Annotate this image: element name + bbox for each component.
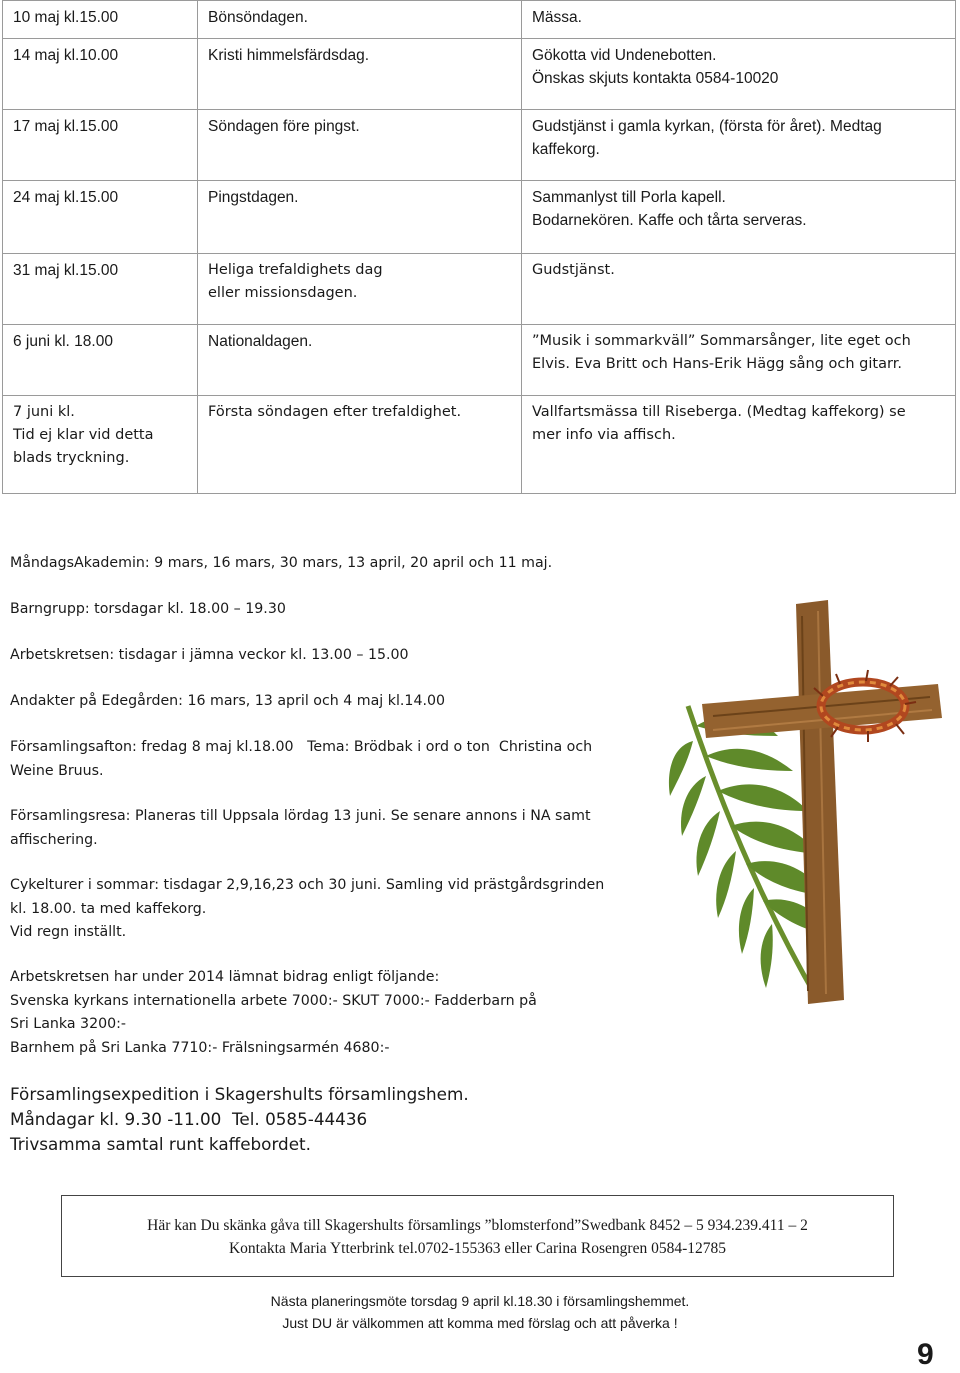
schedule-row — [3, 1, 956, 39]
notes-cykelturer: Cykelturer i sommar: tisdagar 2,9,16,23 och 30 juni. Samling vid prästgårdsgrinden kl. 18.00. ta med kaffekorg. Vid regn inställt. — [10, 877, 605, 940]
schedule-event: ”Musik i sommarkväll” Sommarsånger, lite eget och Elvis. Eva Britt och Hans-Erik Hägg sång och gitarr. — [522, 325, 956, 396]
schedule-row — [3, 110, 956, 181]
schedule-row — [3, 181, 956, 254]
schedule-date: 17 maj kl.15.00 — [3, 110, 198, 181]
schedule-row — [3, 254, 956, 325]
schedule-day: Första söndagen efter trefaldighet. — [198, 396, 522, 494]
schedule-row — [3, 325, 956, 396]
schedule-date: 31 maj kl.15.00 — [3, 254, 198, 325]
schedule-event: Vallfartsmässa till Riseberga. (Medtag kaffekorg) se mer info via affisch. — [522, 396, 956, 494]
notes-forsamlingsafton: Församlingsafton: fredag 8 maj kl.18.00 Tema: Brödbak i ord o ton Christina och Weine Bruus. — [10, 739, 593, 779]
schedule-event: Gökotta vid Undenebotten. Önskas skjuts kontakta 0584-10020 — [522, 39, 956, 110]
page-number: 9 — [917, 1338, 934, 1371]
schedule-event: Mässa. — [522, 1, 956, 39]
notes-arbetskretsen: Arbetskretsen: tisdagar i jämna veckor kl. 13.00 – 15.00 — [10, 647, 409, 663]
cross-with-palm-icon — [668, 596, 950, 1008]
schedule-date: 7 juni kl. Tid ej klar vid detta blads tryckning. — [3, 396, 198, 494]
schedule-event: Gudstjänst i gamla kyrkan, (första för året). Medtag kaffekorg. — [522, 110, 956, 181]
schedule-table — [2, 0, 956, 494]
schedule-row — [3, 396, 956, 494]
schedule-row — [3, 39, 956, 110]
schedule-day: Nationaldagen. — [198, 325, 522, 396]
schedule-day: Pingstdagen. — [198, 181, 522, 254]
schedule-day: Söndagen före pingst. — [198, 110, 522, 181]
footer-meeting-note: Nästa planeringsmöte torsdag 9 april kl.18.30 i församlingshemmet. Just DU är välkommen att komma med förslag och att påverka ! — [270, 1293, 690, 1331]
schedule-day: Heliga trefaldighets dag eller missionsdagen. — [198, 254, 522, 325]
notes-forsamlingsresa: Församlingsresa: Planeras till Uppsala lördag 13 juni. Se senare annons i NA samt affischering. — [10, 808, 591, 848]
notes-barngrupp: Barngrupp: torsdagar kl. 18.00 – 19.30 — [10, 601, 286, 617]
notes-andakter: Andakter på Edegården: 16 mars, 13 april och 4 maj kl.14.00 — [10, 693, 446, 709]
schedule-date: 14 maj kl.10.00 — [3, 39, 198, 110]
schedule-day: Kristi himmelsfärdsdag. — [198, 39, 522, 110]
schedule-date: 24 maj kl.15.00 — [3, 181, 198, 254]
schedule-event: Gudstjänst. — [522, 254, 956, 325]
schedule-day: Bönsöndagen. — [198, 1, 522, 39]
expedition-info: Församlingsexpedition i Skagershults församlingshem. Måndagar kl. 9.30 -11.00 Tel. 0585-44436 Trivsamma samtal runt kaffebordet. — [10, 1084, 469, 1154]
schedule-date: 6 juni kl. 18.00 — [3, 325, 198, 396]
donation-box: Här kan Du skänka gåva till Skagershults församlings ”blomsterfond”Swedbank 8452 – 5 934.239.411 – 2 Kontakta Maria Ytterbrink tel.0702-155363 eller Carina Rosengren 0584-12785 — [61, 1195, 894, 1277]
notes-bidrag: Arbetskretsen har under 2014 lämnat bidrag enligt följande: Svenska kyrkans internationella arbete 7000:- SKUT 7000:- Fadderbarn på Sri Lanka 3200:- Barnhem på Sri Lanka 7710:- Frälsningsarmén 4680:- — [10, 969, 537, 1056]
schedule-date: 10 maj kl.15.00 — [3, 1, 198, 39]
schedule-event: Sammanlyst till Porla kapell. Bodarnekören. Kaffe och tårta serveras. — [522, 181, 956, 254]
notes-akademi: MåndagsAkademin: 9 mars, 16 mars, 30 mars, 13 april, 20 april och 11 maj. — [10, 555, 553, 571]
